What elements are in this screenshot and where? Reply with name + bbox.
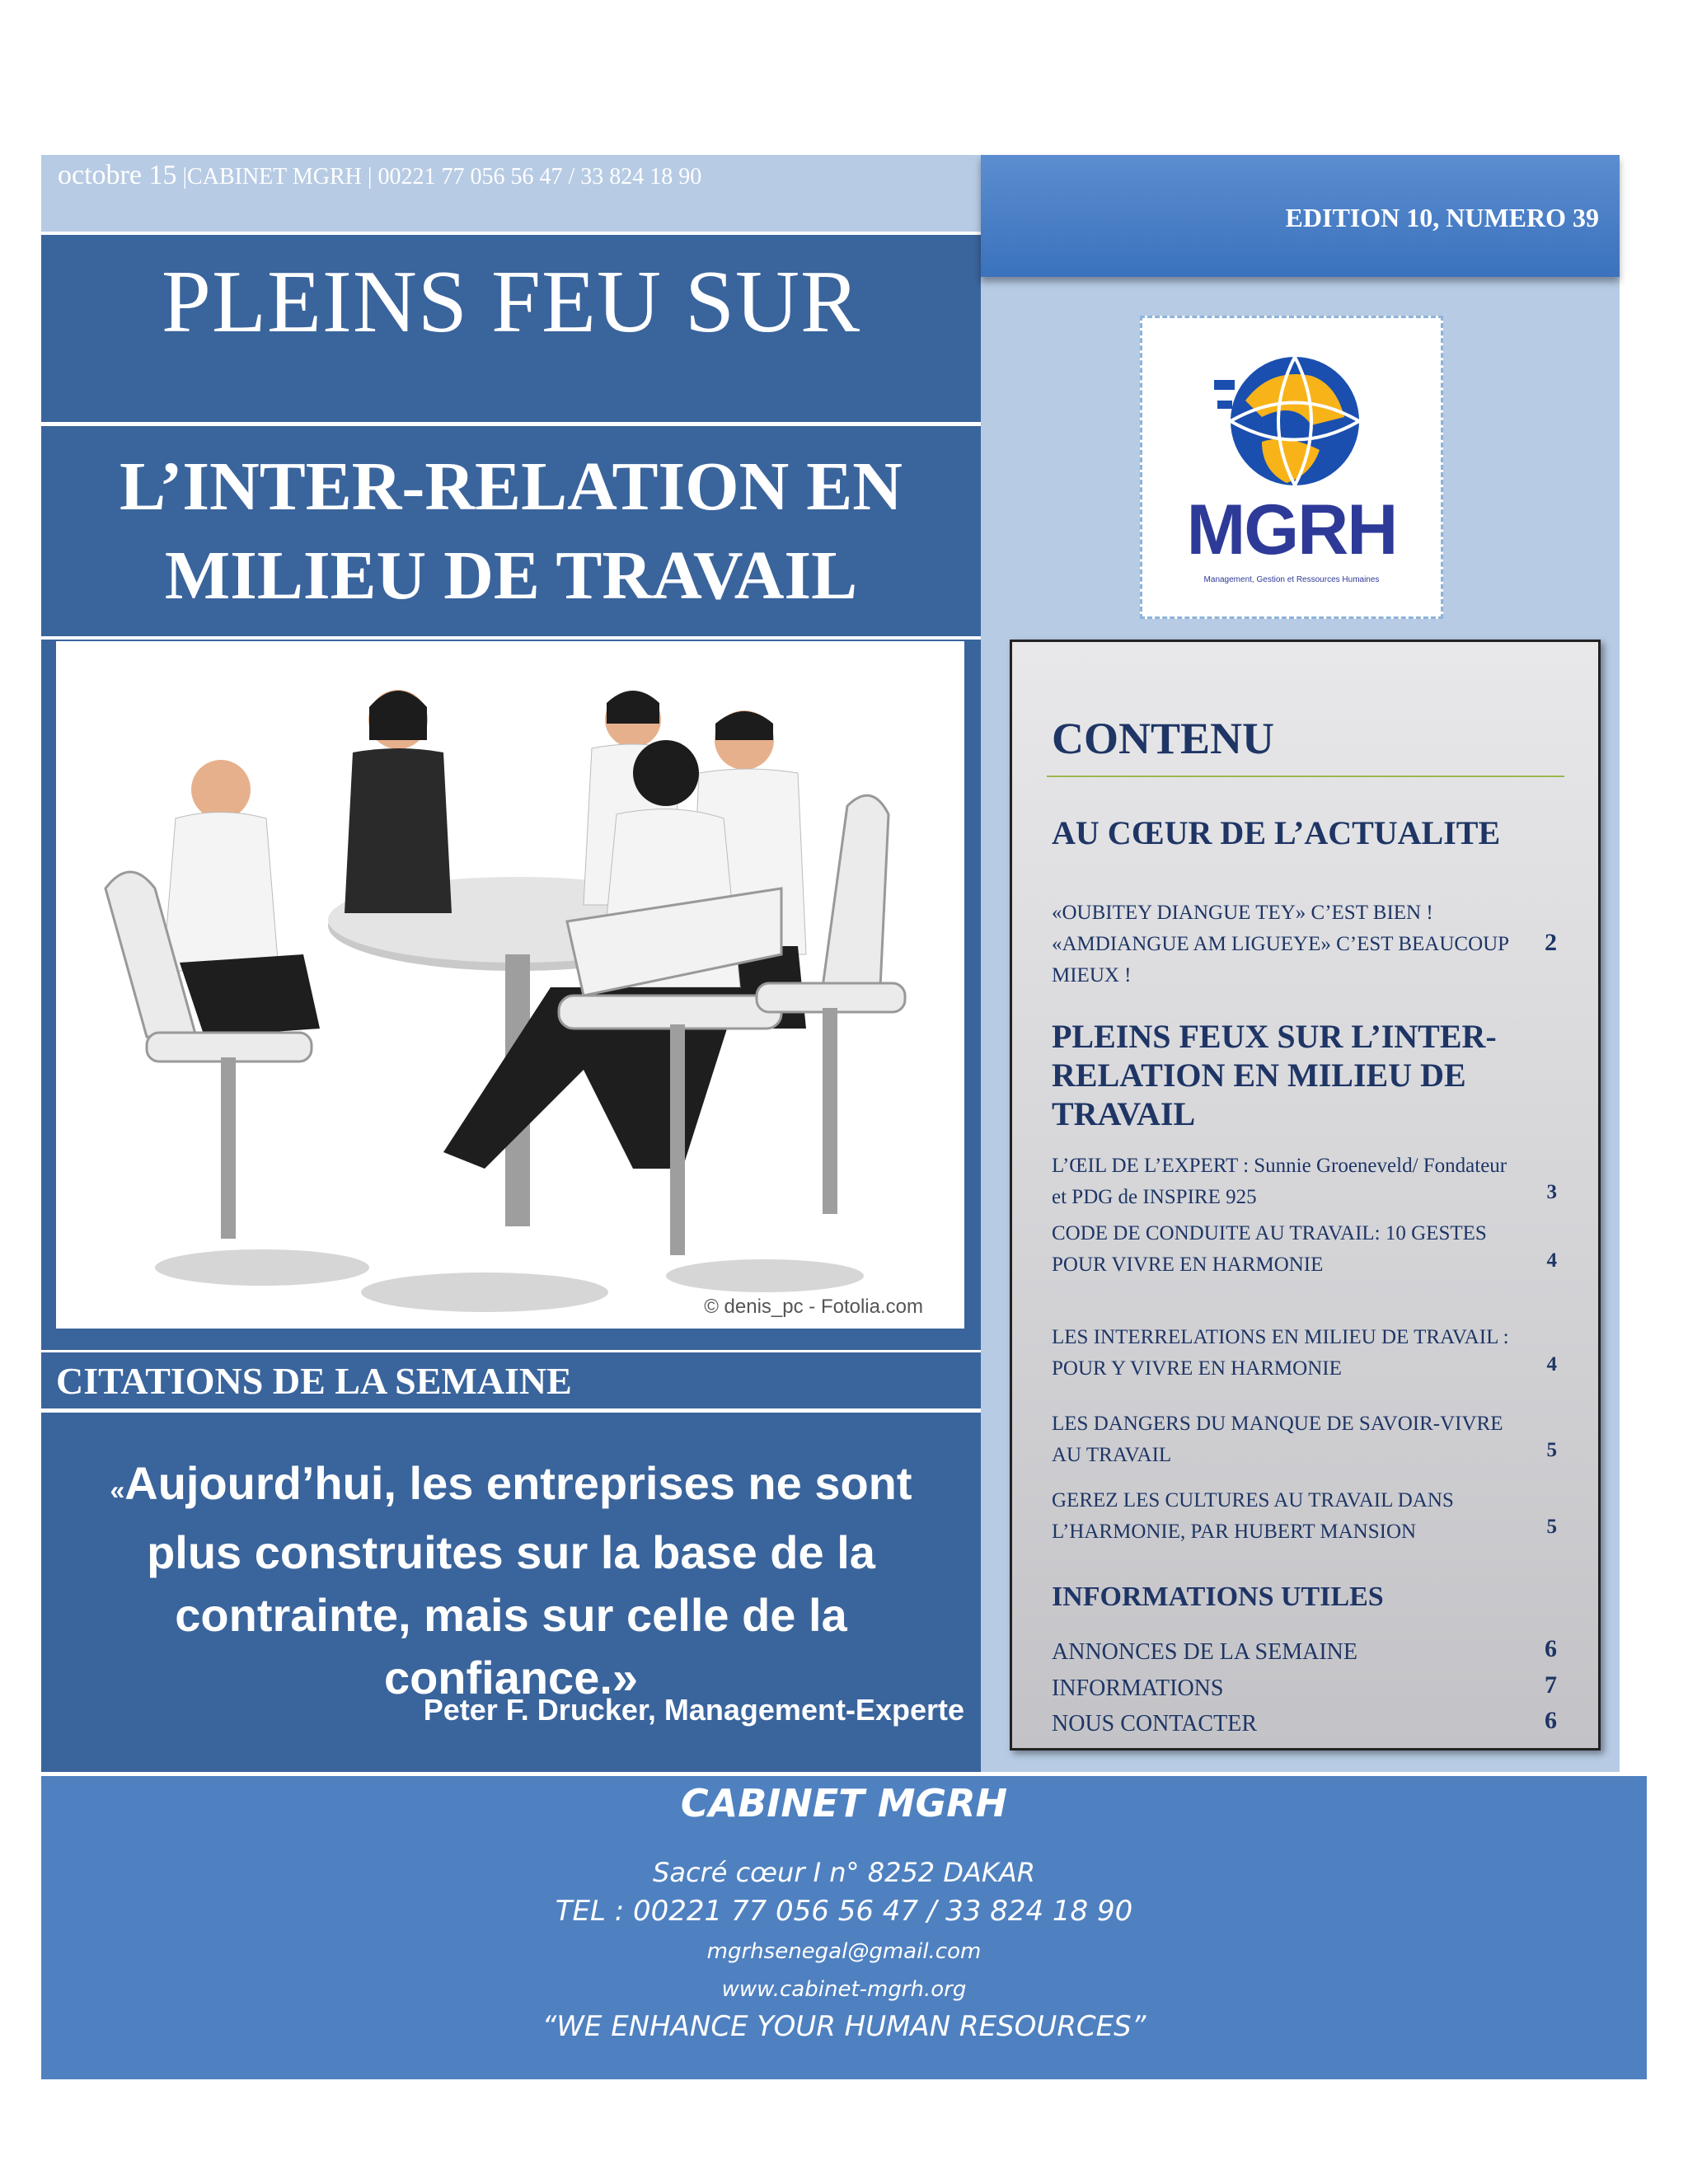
footer-address: Sacré cœur I n° 8252 DAKAR (653, 1857, 1035, 1888)
toc-page-3: 3 (1546, 1181, 1557, 1203)
title-band (41, 232, 981, 424)
subtitle-line-2: MILIEU DE TRAVAIL (164, 537, 858, 614)
toc-section-actualite: AU CŒUR DE L’ACTUALITE (1052, 814, 1501, 851)
toc-item-oeil-expert[interactable]: L’ŒIL DE L’EXPERT : Sunnie Groeneveld/ Fondateur et PDG de INSPIRE 925 (1052, 1155, 1507, 1208)
toc-section-pleins-feux-line-2: RELATION EN MILIEU DE (1052, 1057, 1466, 1094)
toc-item-interrelations[interactable]: LES INTERRELATIONS EN MILIEU DE TRAVAIL : POUR Y VIVRE EN HARMONIE (1052, 1326, 1509, 1380)
edition-number: EDITION 10, NUMERO 39 (1285, 203, 1599, 232)
toc-page-7: 7 (1545, 1671, 1557, 1699)
footer-website[interactable]: www.cabinet-mgrh.org (721, 1977, 967, 2002)
toc-item-oubitey[interactable]: «OUBITEY DIANGUE TEY» C’EST BIEN ! «AMDIANGUE AM LIGUEYE» C’EST BEAUCOUP MIEUX ! (1052, 902, 1509, 987)
footer-company-name: CABINET MGRH (680, 1781, 1008, 1825)
header-info (58, 160, 701, 191)
footer-email[interactable]: mgrhsenegal@gmail.com (706, 1939, 982, 1964)
header-contact: |CABINET MGRH | 00221 77 056 56 47 / 33 824 18 90 (176, 164, 702, 190)
toc-section-pleins-feux-line-1: PLEINS FEUX SUR L’INTER- (1052, 1018, 1497, 1055)
page-title: PLEINS FEU SUR (161, 253, 861, 351)
toc-page-6a: 6 (1545, 1635, 1557, 1662)
logo-tagline: Management, Gestion et Ressources Humaines (1203, 575, 1380, 584)
photo-frame (41, 640, 981, 1350)
edition-bar (981, 155, 1620, 277)
meeting-people-image (56, 641, 964, 1329)
table-of-contents (1010, 640, 1601, 1750)
toc-page-5a: 5 (1546, 1439, 1557, 1461)
toc-item-contact[interactable]: NOUS CONTACTER (1052, 1711, 1257, 1736)
toc-divider (1047, 776, 1564, 777)
issue-date: octobre 15 (58, 160, 177, 190)
open-quote-mark: « (110, 1475, 125, 1505)
quote-text: Aujourd’hui, les entreprises ne sont plus construites sur la base de la contrainte, mais sur celle de la confiance.» (124, 1457, 912, 1704)
toc-section-informations: INFORMATIONS UTILES (1052, 1582, 1384, 1612)
toc-item-dangers[interactable]: LES DANGERS DU MANQUE DE SAVOIR-VIVRE AU TRAVAIL (1052, 1413, 1503, 1466)
quote (58, 1452, 964, 1709)
toc-page-6b: 6 (1545, 1707, 1557, 1734)
footer-phone: TEL : 00221 77 056 56 47 / 33 824 18 90 (555, 1895, 1133, 1928)
meeting-illustration (56, 641, 964, 1329)
mgrh-logo (1140, 316, 1443, 619)
subtitle-line-1: L’INTER-RELATION EN (120, 448, 903, 525)
header-strip (41, 155, 981, 232)
citations-band (41, 1350, 981, 1411)
toc-page-4a: 4 (1546, 1249, 1557, 1272)
subtitle-band (41, 426, 981, 639)
toc-heading: CONTENU (1052, 714, 1275, 763)
toc-page-2: 2 (1545, 929, 1557, 956)
quote-block (41, 1413, 981, 1772)
toc-item-informations[interactable]: INFORMATIONS (1052, 1675, 1224, 1701)
toc-page-5b: 5 (1546, 1516, 1557, 1538)
toc-section-pleins-feux-line-3: TRAVAIL (1052, 1095, 1196, 1132)
photo-credit: © denis_pc - Fotolia.com (704, 1296, 923, 1318)
toc-item-annonces[interactable]: ANNONCES DE LA SEMAINE (1052, 1639, 1357, 1665)
globe-icon (1212, 351, 1369, 491)
footer (41, 1776, 1647, 2079)
footer-slogan: “WE ENHANCE YOUR HUMAN RESOURCES” (542, 2010, 1146, 2043)
toc-page-4b: 4 (1546, 1353, 1557, 1376)
quote-author: Peter F. Drucker, Management-Experte (423, 1693, 964, 1727)
toc-section-pleins-feux (1052, 1017, 1497, 1133)
logo-wordmark: MGRH (1186, 490, 1397, 569)
page-subtitle (41, 443, 981, 621)
toc-item-cultures[interactable]: GEREZ LES CULTURES AU TRAVAIL DANS L’HARMONIE, PAR HUBERT MANSION (1052, 1489, 1454, 1543)
citations-label: CITATIONS DE LA SEMAINE (56, 1360, 572, 1402)
toc-item-code-conduite[interactable]: CODE DE CONDUITE AU TRAVAIL: 10 GESTES POUR VIVRE EN HARMONIE (1052, 1222, 1487, 1276)
